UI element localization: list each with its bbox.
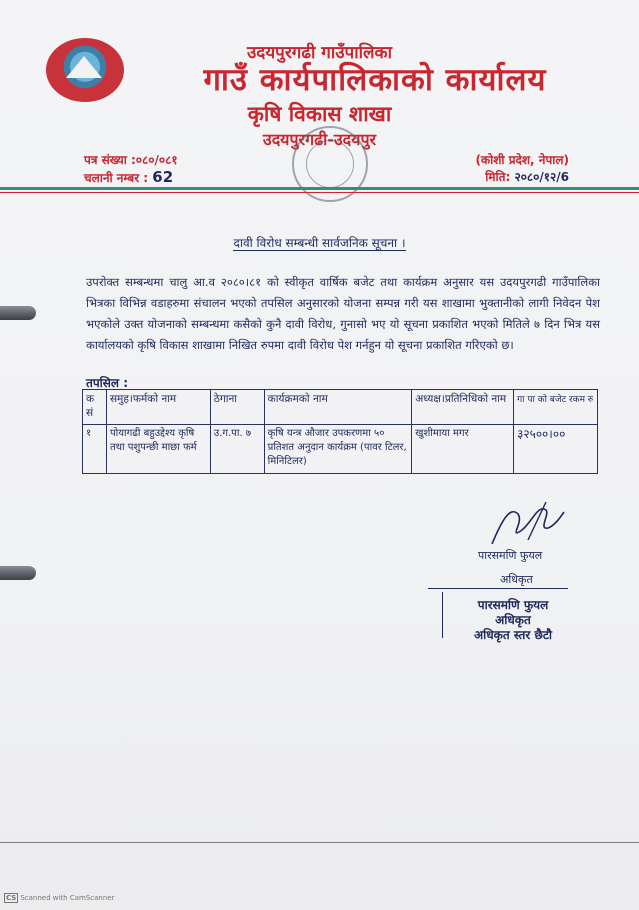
details-label: तपसिल : [86, 376, 128, 390]
office-name: गाउँ कार्यपालिकाको कार्यालय [203, 62, 547, 98]
dispatch-number: 62 [152, 168, 174, 186]
office-seal-icon [292, 126, 368, 202]
binder-ring-icon [0, 306, 36, 320]
stamp-rank: अधिकृत स्तर छैटौ [473, 628, 553, 642]
signature-rule [428, 588, 568, 589]
binder-ring-icon [0, 566, 36, 580]
col-header-address: ठेगाना [210, 390, 264, 425]
municipality-name: उदयपुरगढी गाउँपालिका [246, 43, 392, 63]
col-header-budget: गा पा को बजेट रकम रु [514, 390, 598, 425]
dispatch-label: चलानी नम्बर : [84, 171, 149, 185]
cell-budget: ३२५००।०० [514, 425, 598, 474]
col-header-chairperson: अध्यक्ष।प्रतिनिधिको नाम [412, 390, 514, 425]
col-header-group: समुह।फर्मको नाम [106, 390, 210, 425]
col-header-program: कार्यक्रमको नाम [264, 390, 412, 425]
camscanner-badge: CS [6, 894, 17, 902]
scanner-text: Scanned with CamScanner [20, 894, 115, 902]
fiscal-year: ०८०/०८१ [135, 153, 178, 167]
col-header-serial: क सं [83, 390, 107, 425]
page-bottom-edge [0, 842, 639, 843]
handwritten-signature-icon [488, 500, 568, 550]
section-name: कृषि विकास शाखा [247, 102, 392, 126]
cell-address: उ.ग.पा. ७ [210, 425, 264, 474]
table-header-row [83, 390, 598, 425]
scanner-watermark [4, 893, 114, 903]
cell-serial: १ [83, 425, 107, 474]
table-row [83, 425, 598, 474]
project-table [82, 389, 598, 474]
stamp-title: अधिकृत [495, 613, 531, 627]
stamp-bracket [442, 592, 443, 638]
office-address: उदयपुरगढी-उदयपुर [262, 130, 377, 149]
signatory-name: पारसमणि फुयल [478, 549, 543, 562]
letter-reference [84, 152, 178, 187]
cell-chairperson: खुशीमाया मगर [412, 425, 514, 474]
fiscal-year-label: पत्र संख्या : [84, 153, 136, 167]
signatory-title: अधिकृत [500, 573, 533, 586]
notice-body: उपरोक्त सम्बन्धमा चालु आ.व २०८०।८१ को स्वीकृत वार्षिक बजेट तथा कार्यक्रम अनुसार यस उदयपुरगढी गाउँपालिका भित्रका विभिन्न वडाहरुमा संचालन भएको तपसिल अनुसारको योजना सम्पन्न गरी यस शाखामा भुक्तानीको लागी निवेदन पेश भएकोले उक्त योजनाको सम्बन्धमा कसैको कुनै दावी विरोध, गुनासो भए यो सूचना प्रकाशित भएको मितिले ७ दिन भित्र यस कार्यालयको कृषि विकास शाखामा निखित रुपमा दावी विरोध पेश गर्नहुन यो सूचना प्रकाशित गरिएको छ। [86, 275, 600, 352]
official-stamp [448, 598, 578, 643]
cell-group: पोयागढी बहुउद्देश्य कृषि तथा पशुपन्छी माछा फर्म [106, 425, 210, 474]
header-divider [0, 187, 639, 190]
cell-program: कृषि यन्त्र औजार उपकरणमा ५० प्रतिशत अनुदान कार्यक्रम (पावर टिलर, मिनिटिलर) [264, 425, 412, 474]
header-divider-thin [0, 192, 639, 193]
date-label: मिति: [485, 170, 511, 184]
stamp-name: पारसमणि फुयल [477, 598, 549, 612]
letter-date-block [475, 152, 569, 186]
letter-date: २०८०/१२/6 [514, 170, 569, 184]
notice-subject: दावी विरोध सम्बन्धी सार्वजनिक सूचना । [233, 236, 406, 250]
province-name: (कोशी प्रदेश, नेपाल) [475, 153, 569, 167]
